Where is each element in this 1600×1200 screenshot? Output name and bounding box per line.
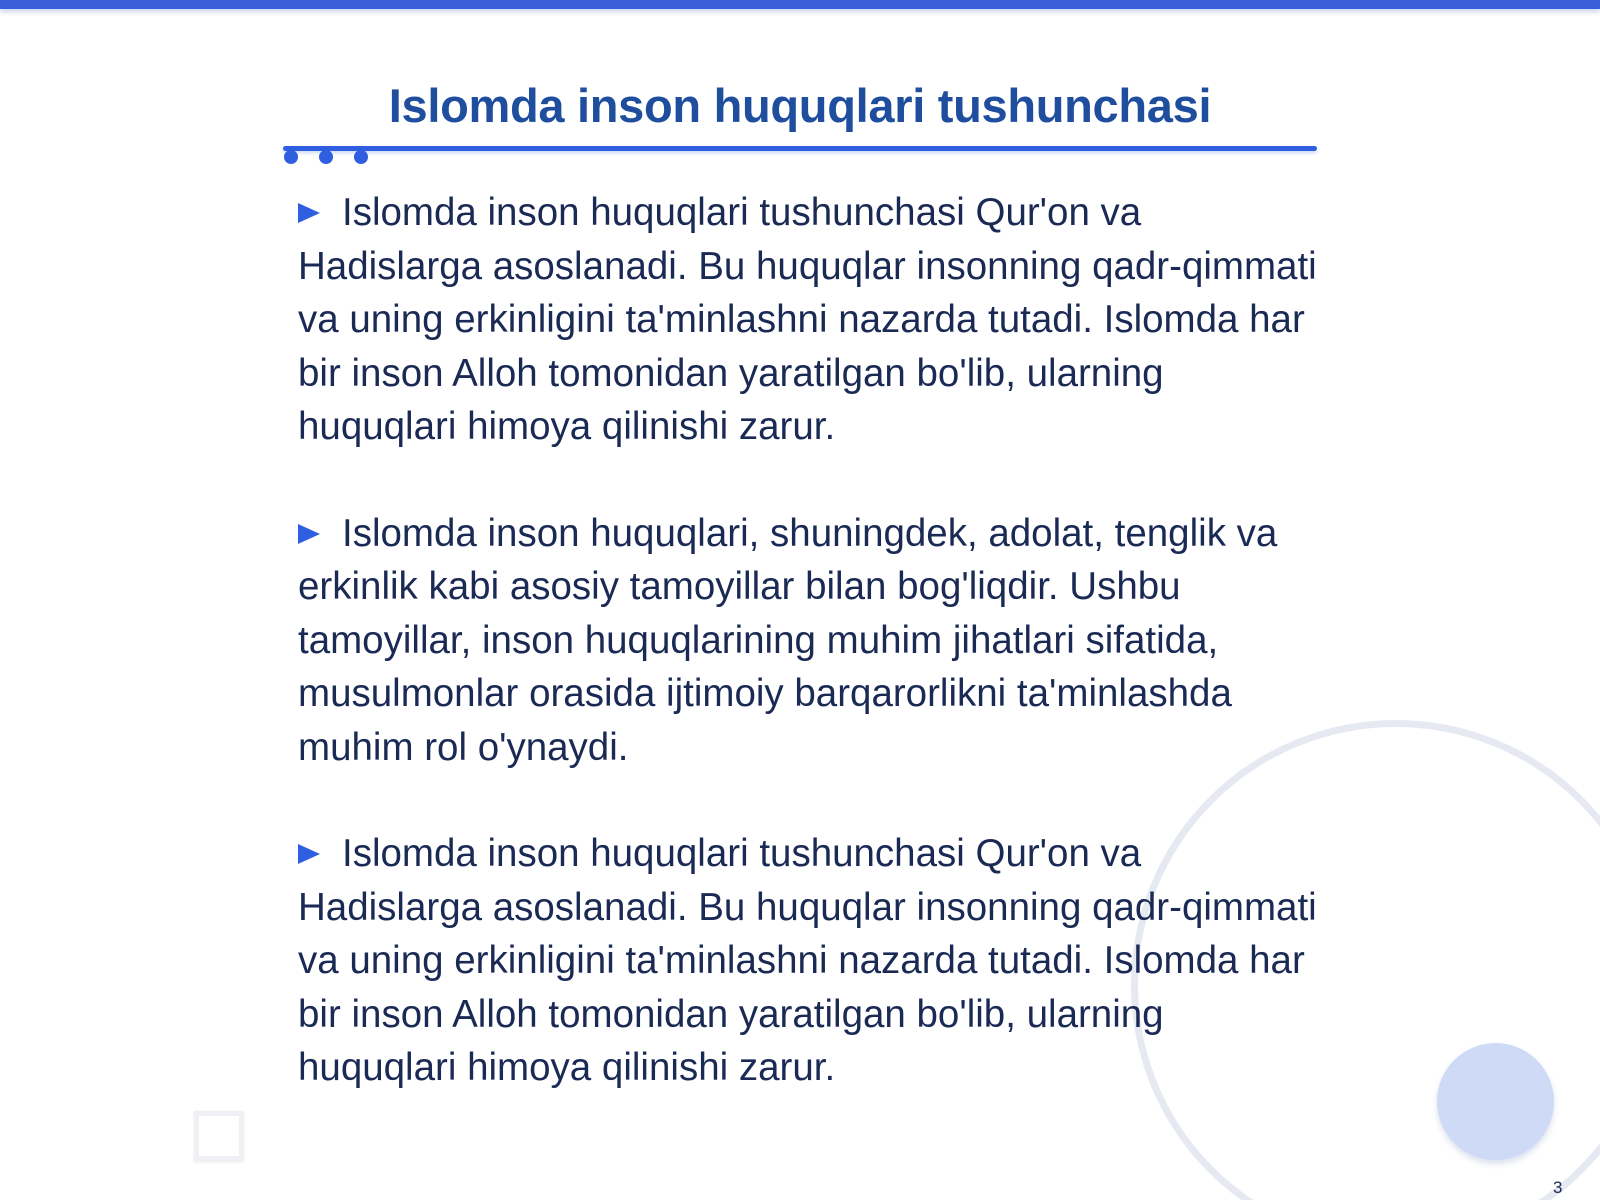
paragraph-text: Islomda inson huquqlari, shuningdek, adolat, tenglik va erkinlik kabi asosiy tamoyillar bilan bog'liqdir. Ushbu tamoyillar, inson huquqlarining muhim jihatlari sifatida, musulmonlar orasida ijtimoiy barqarorlikni ta'minlashda muhim rol o'ynaydi. bbox=[298, 511, 1278, 769]
paragraph-text: Islomda inson huquqlari tushunchasi Qur'on va Hadislarga asoslanadi. Bu huquqlar insonning qadr-qimmati va uning erkinligini ta'minlashni nazarda tutadi. Islomda har bir inson Alloh tomonidan yaratilgan bo'lib, ularning huquqlari himoya qilinishi zarur. bbox=[298, 832, 1317, 1089]
top-accent-bar bbox=[0, 0, 1600, 9]
bullet-paragraph bbox=[298, 186, 1318, 454]
underline-dot bbox=[284, 150, 298, 164]
triangle-right-icon bbox=[298, 203, 320, 223]
triangle-right-icon bbox=[298, 524, 320, 544]
underline-dot bbox=[354, 150, 368, 164]
underline-dot bbox=[319, 150, 333, 164]
slide-body bbox=[298, 186, 1318, 1148]
triangle-right-icon bbox=[298, 844, 320, 864]
decorative-square bbox=[194, 1111, 244, 1161]
slide-title: Islomda inson huquqlari tushunchasi bbox=[388, 79, 1212, 132]
bullet-paragraph bbox=[298, 507, 1318, 775]
title-underline bbox=[283, 146, 1317, 151]
page-number: 3 bbox=[1553, 1178, 1563, 1197]
bullet-paragraph bbox=[298, 827, 1318, 1095]
decorative-circle bbox=[1437, 1043, 1554, 1160]
paragraph-text: Islomda inson huquqlari tushunchasi Qur'on va Hadislarga asoslanadi. Bu huquqlar insonning qadr-qimmati va uning erkinligini ta'minlashni nazarda tutadi. Islomda har bir inson Alloh tomonidan yaratilgan bo'lib, ularning huquqlari himoya qilinishi zarur. bbox=[298, 191, 1317, 448]
